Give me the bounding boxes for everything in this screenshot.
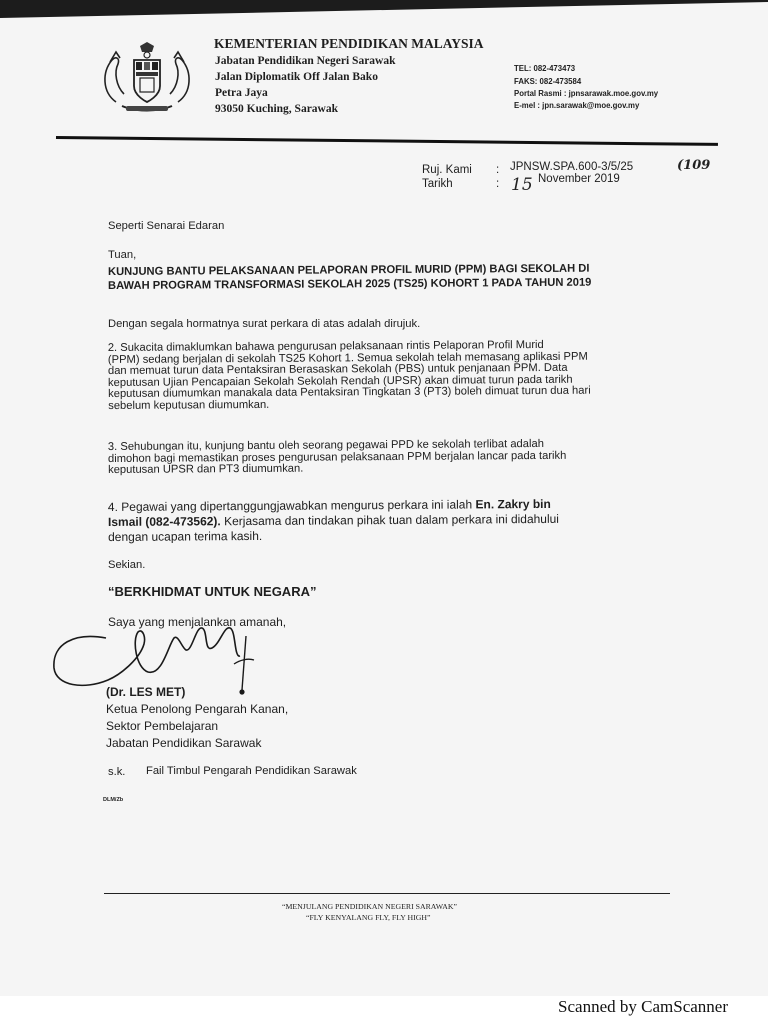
officer-name-phone: Ismail (082-473562). — [107, 514, 221, 529]
footer-motto-line-1: “MENJULANG PENDIDIKAN NEGERI SARAWAK” — [282, 902, 458, 911]
paragraph-2-line: 2. Sukacita dimaklumkan bahawa pengurusan pelaksanaan rintis Pelaporan Profil Murid — [107, 338, 544, 355]
contact-tel: TEL: 082-473473 — [514, 64, 576, 73]
signatory-title-1: Ketua Penolong Pengarah Kanan, — [106, 702, 289, 716]
signatory-title-2: Sektor Pembelajaran — [106, 719, 219, 733]
date-separator: : — [496, 178, 500, 190]
contact-email: E-mel : jpn.sarawak@moe.gov.my — [514, 101, 640, 110]
paragraph-2-line: keputusan Ujian Pencapaian Sekolah Sekolah Rendah (UPSR) akan dimuat turun pada tarikh — [107, 373, 573, 389]
footer-motto-line-2: “FLY KENYALANG FLY, FLY HIGH” — [306, 913, 431, 922]
ref-label: Ruj. Kami — [422, 164, 472, 176]
ministry-name: KEMENTERIAN PENDIDIKAN MALAYSIA — [214, 36, 484, 51]
trust-line: Saya yang menjalankan amanah, — [108, 615, 287, 629]
paragraph-3-line: keputusan UPSR dan PT3 diumumkan. — [108, 462, 304, 476]
date-label: Tarikh — [422, 178, 453, 190]
coat-of-arms-logo — [96, 42, 198, 116]
paragraph-3-line: 3. Sehubungan itu, kunjung bantu oleh seorang pegawai PPD ke sekolah terlibat adalah — [107, 437, 544, 454]
cc-value: Fail Timbul Pengarah Pendidikan Sarawak — [146, 765, 357, 777]
date-value: November 2019 — [538, 173, 620, 185]
contact-fax: FAKS: 082-473584 — [514, 77, 582, 86]
salutation: Tuan, — [108, 249, 137, 261]
paragraph-2-line: sebelum keputusan diumumkan. — [108, 398, 270, 412]
address-line-3: Petra Jaya — [215, 87, 268, 99]
paragraph-2-line: dan memuat turun data Pentaksiran Berasaskan Sekolah (PBS) untuk penjanaan PPM. Data — [107, 361, 568, 377]
paragraph-2-line: keputusan diumumkan manakala data Pentaksiran Tingkatan 3 (PT3) boleh dimuat turun dua hari — [108, 384, 591, 400]
reference-initials: DLM/Zb — [103, 797, 124, 803]
ref-separator: : — [496, 164, 500, 176]
cc-label: s.k. — [108, 766, 126, 778]
paragraph-4-last: dengan ucapan terima kasih. — [108, 528, 263, 544]
recipient: Seperti Senarai Edaran — [108, 220, 225, 232]
paragraph-3-line: dimohon bagi memastikan proses pengurusan pelaksanaan PPM berjalan lancar pada tarikh — [107, 449, 567, 465]
signatory-title-3: Jabatan Pendidikan Sarawak — [106, 736, 262, 750]
motto: “BERKHIDMAT UNTUK NEGARA” — [108, 584, 317, 599]
scanner-watermark: Scanned by CamScanner — [558, 997, 728, 1016]
paragraph-4-rest: Kerjasama dan tindakan pihak tuan dalam perkara ini didahului — [220, 511, 560, 529]
address-line-1: Jabatan Pendidikan Negeri Sarawak — [215, 55, 396, 67]
subject-line-2: BAWAH PROGRAM TRANSFORMASI SEKOLAH 2025 (TS25) KOHORT 1 PADA TAHUN 2019 — [107, 276, 592, 292]
opening-sentence: Dengan segala hormatnya surat perkara di atas adalah dirujuk. — [108, 318, 421, 330]
officer-name: En. Zakry bin — [475, 496, 551, 512]
paragraph-2-line: (PPM) sedang berjalan di sekolah TS25 Kohort 1. Semua sekolah telah memasang aplikasi PPM — [107, 350, 588, 366]
address-line-4: 93050 Kuching, Sarawak — [215, 103, 339, 115]
date-handwritten-day: 15 — [511, 175, 533, 195]
subject-line-1: KUNJUNG BANTU PELAKSANAAN PELAPORAN PROFIL MURID (PPM) BAGI SEKOLAH DI — [107, 262, 590, 278]
ref-handwritten-number: (109 — [677, 158, 711, 173]
paragraph-4 — [108, 497, 559, 545]
footer-divider — [104, 893, 670, 894]
contact-portal: Portal Rasmi : jpnsarawak.moe.gov.my — [514, 89, 659, 98]
address-line-2: Jalan Diplomatik Off Jalan Bako — [215, 71, 378, 83]
paragraph-3 — [108, 439, 567, 477]
paragraph-4-lead: 4. Pegawai yang dipertanggungjawabkan mengurus perkara ini ialah — [107, 497, 476, 515]
paragraph-2 — [108, 340, 591, 412]
signatory-name: (Dr. LES MET) — [106, 685, 186, 699]
ref-value: JPNSW.SPA.600-3/5/25 — [510, 161, 634, 173]
closing: Sekian. — [108, 559, 146, 571]
